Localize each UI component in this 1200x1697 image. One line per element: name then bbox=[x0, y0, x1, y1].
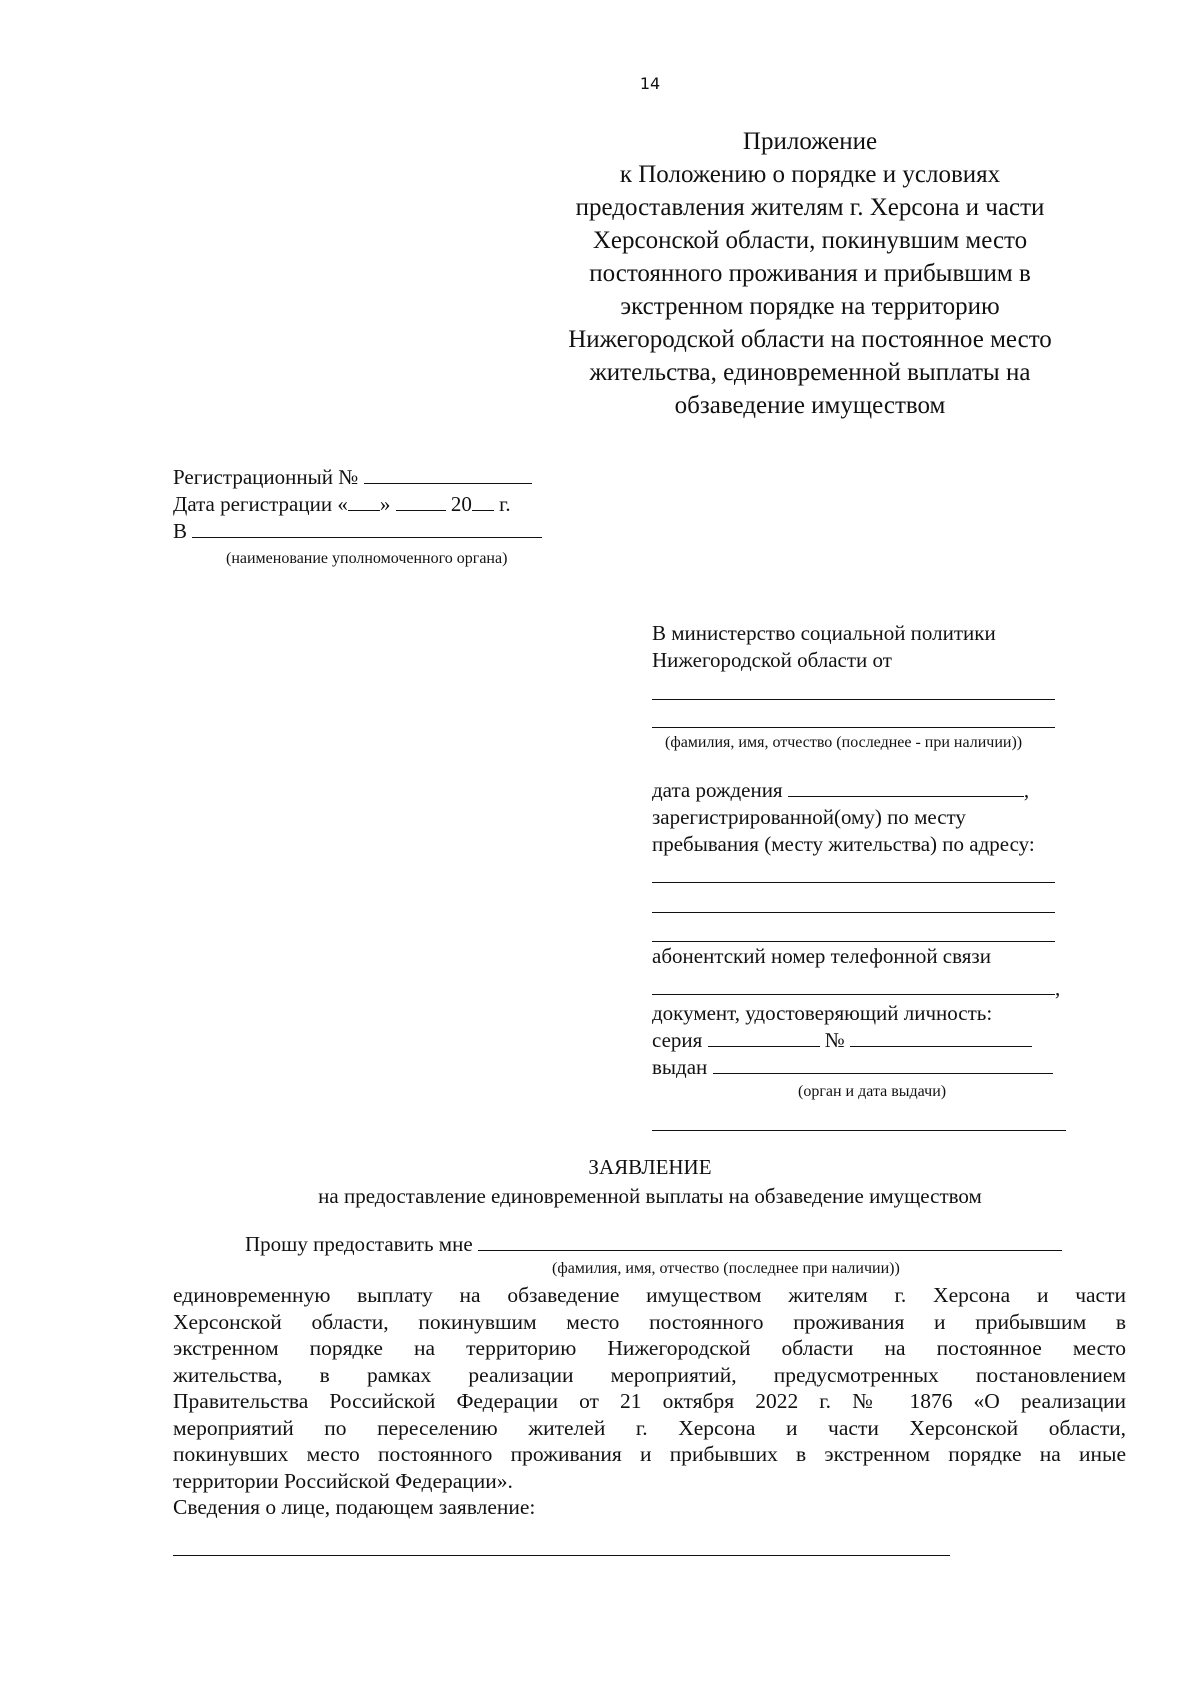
statement-body-line: территории Российской Федерации». bbox=[173, 1468, 513, 1493]
applicant-info-label: Сведения о лице, подающем заявление: bbox=[173, 1495, 536, 1519]
appendix-line: экстренном порядке на территорию bbox=[620, 293, 1000, 320]
statement-subtitle: на предоставление единовременной выплаты на обзаведение имуществом bbox=[318, 1184, 982, 1208]
birth-date-field[interactable] bbox=[788, 778, 1024, 797]
registration-to-label: В bbox=[173, 519, 188, 543]
registration-organ-row bbox=[173, 518, 542, 545]
document-issued-caption: (орган и дата выдачи) bbox=[798, 1083, 947, 1100]
document-series-field[interactable] bbox=[708, 1028, 820, 1047]
registration-date-quote: » bbox=[379, 492, 391, 516]
phone-label: абонентский номер телефонной связи bbox=[652, 944, 991, 968]
statement-body-line: экстренном порядке на территорию Нижегородской области на постоянное место bbox=[173, 1336, 1126, 1360]
birth-date-row bbox=[652, 777, 1029, 804]
birth-date-label: дата рождения bbox=[652, 778, 783, 802]
document-issued-field[interactable] bbox=[713, 1055, 1053, 1074]
appendix-line: постоянного проживания и прибывшим в bbox=[589, 260, 1031, 287]
registration-organ-caption: (наименование уполномоченного органа) bbox=[226, 550, 508, 567]
registration-date-row bbox=[173, 491, 511, 518]
statement-body-line: Херсонской области, покинувшим место постоянного проживания и прибывшим в bbox=[173, 1309, 1126, 1334]
request-fio-field[interactable] bbox=[478, 1232, 1062, 1251]
appendix-line: обзаведение имуществом bbox=[674, 392, 946, 419]
registration-year-suffix: г. bbox=[499, 492, 511, 516]
phone-comma: , bbox=[1055, 976, 1061, 1000]
birth-date-comma: , bbox=[1023, 778, 1030, 802]
phone-field[interactable] bbox=[652, 976, 1055, 995]
appendix-line: Нижегородской области на постоянное место bbox=[568, 326, 1052, 353]
statement-body-line: Правительства Российской Федерации от 21 октября 2022 г. № 1876 «О реализации bbox=[173, 1389, 1126, 1413]
registered-line-1: зарегистрированной(ому) по месту bbox=[652, 805, 966, 829]
statement-body-line: мероприятий по переселению жителей г. Херсона и части Херсонской области, bbox=[173, 1415, 1126, 1440]
applicant-fio-field-2[interactable] bbox=[652, 727, 1055, 728]
appendix-heading bbox=[520, 125, 1100, 422]
appendix-line: Приложение bbox=[742, 128, 878, 155]
phone-row bbox=[652, 975, 1060, 1002]
registered-line-2: пребывания (месту жительства) по адресу: bbox=[652, 832, 1035, 856]
statement-body-line: единовременную выплату на обзаведение имуществом жителям г. Херсона и части bbox=[173, 1283, 1126, 1307]
address-field-1[interactable] bbox=[652, 882, 1055, 883]
request-label: Прошу предоставить мне bbox=[245, 1232, 473, 1256]
appendix-line: к Положению о порядке и условиях bbox=[619, 161, 1001, 188]
registration-month-field[interactable] bbox=[396, 492, 446, 511]
applicant-fio-caption: (фамилия, имя, отчество (последнее - при наличии)) bbox=[665, 734, 1023, 751]
statement-body bbox=[173, 1282, 1126, 1521]
statement-body-line: покинувших место постоянного проживания и прибывших в экстренном порядке на иные bbox=[173, 1442, 1126, 1466]
page-number: 14 bbox=[639, 74, 661, 93]
document-issued-label: выдан bbox=[652, 1055, 708, 1079]
registration-number-label: Регистрационный № bbox=[173, 465, 359, 489]
registration-organ-field[interactable] bbox=[192, 519, 542, 538]
registration-number-field[interactable] bbox=[364, 465, 532, 484]
document-series-label: серия bbox=[652, 1028, 703, 1052]
document-series-row bbox=[652, 1027, 1032, 1054]
registration-day-field[interactable] bbox=[348, 492, 380, 511]
address-field-3[interactable] bbox=[652, 941, 1055, 942]
request-fio-caption: (фамилия, имя, отчество (последнее при наличии)) bbox=[552, 1260, 900, 1277]
document-issued-row bbox=[652, 1054, 1053, 1081]
registration-year-field[interactable] bbox=[472, 492, 494, 511]
identity-document-label: документ, удостоверяющий личность: bbox=[652, 1001, 993, 1025]
address-field-2[interactable] bbox=[652, 912, 1055, 913]
document-issued-field-2[interactable] bbox=[652, 1130, 1066, 1131]
registration-number-row bbox=[173, 464, 532, 491]
appendix-line: жительства, единовременной выплаты на bbox=[589, 359, 1031, 386]
applicant-info-field[interactable] bbox=[173, 1555, 950, 1556]
registration-date-label: Дата регистрации « bbox=[173, 492, 348, 516]
document-number-field[interactable] bbox=[850, 1028, 1032, 1047]
document-number-label: № bbox=[824, 1028, 845, 1052]
request-row bbox=[245, 1231, 1062, 1258]
appendix-line: предоставления жителям г. Херсона и части bbox=[575, 194, 1045, 221]
registration-year-prefix: 20 bbox=[450, 492, 472, 516]
statement-body-line: жительства, в рамках реализации мероприятий, предусмотренных постановлением bbox=[173, 1362, 1126, 1387]
applicant-fio-field-1[interactable] bbox=[652, 699, 1055, 700]
statement-title: ЗАЯВЛЕНИЕ bbox=[588, 1155, 712, 1179]
addressee-line-1: В министерство социальной политики bbox=[652, 621, 996, 645]
addressee-line-2: Нижегородской области от bbox=[652, 648, 892, 672]
appendix-line: Херсонской области, покинувшим место bbox=[592, 227, 1028, 254]
